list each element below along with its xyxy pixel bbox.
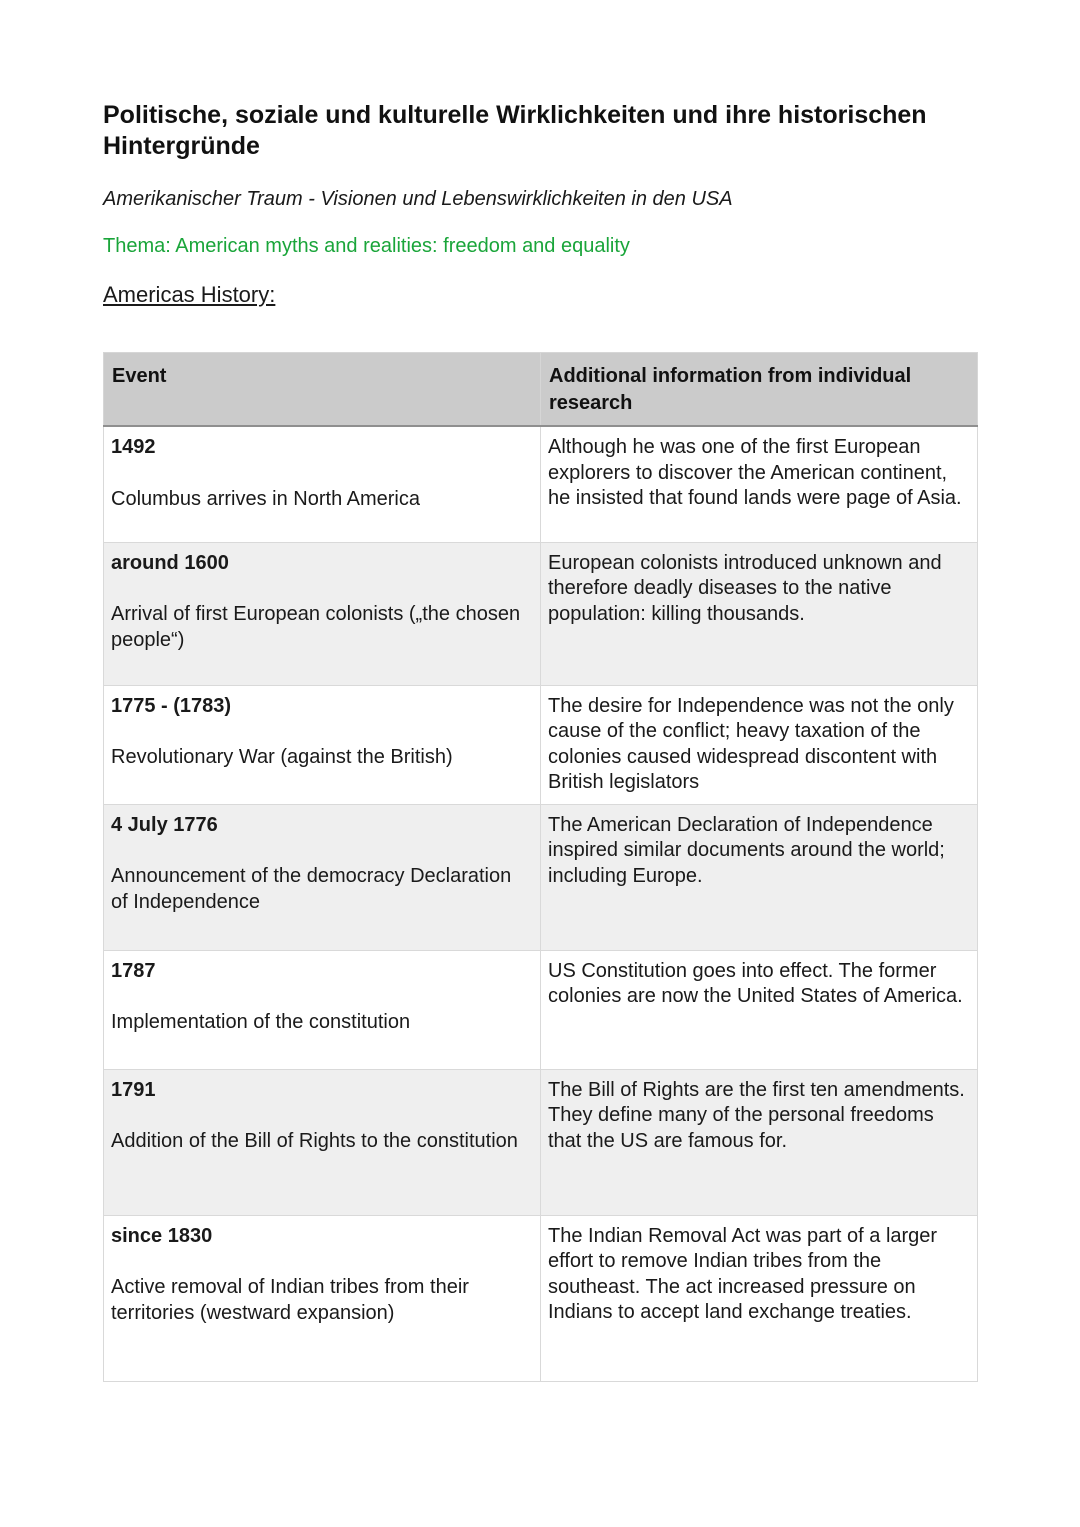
event-date: since 1830 bbox=[111, 1224, 213, 1247]
event-date: 1791 bbox=[111, 1078, 156, 1101]
document-header bbox=[103, 100, 977, 308]
info-cell: US Constitution goes into effect. The former colonies are now the United States of America. bbox=[541, 950, 978, 1069]
table-row bbox=[104, 1215, 978, 1381]
event-description: Addition of the Bill of Rights to the constitution bbox=[111, 1130, 518, 1152]
table-row bbox=[104, 542, 978, 685]
table-row bbox=[104, 1069, 978, 1215]
event-description: Arrival of first European colonists („the chosen people“) bbox=[111, 603, 521, 651]
event-cell bbox=[104, 426, 541, 542]
event-date: 1775 - (1783) bbox=[111, 694, 232, 717]
document-title: Politische, soziale und kulturelle Wirklichkeiten und ihre historischen Hintergründe bbox=[103, 101, 927, 160]
table-row bbox=[104, 426, 978, 542]
event-cell bbox=[104, 804, 541, 950]
event-description: Active removal of Indian tribes from their territories (westward expansion) bbox=[111, 1276, 469, 1324]
info-cell: The desire for Independence was not the only cause of the conflict; heavy taxation of the colonies caused widespread discontent with British legislators bbox=[541, 685, 978, 804]
event-cell bbox=[104, 950, 541, 1069]
column-header-info: Additional information from individual research bbox=[541, 353, 978, 427]
event-cell bbox=[104, 685, 541, 804]
event-date: 1787 bbox=[111, 959, 156, 982]
info-cell: The Indian Removal Act was part of a larger effort to remove Indian tribes from the southeast. The act increased pressure on Indians to accept land exchange treaties. bbox=[541, 1215, 978, 1381]
column-header-event: Event bbox=[104, 353, 541, 427]
info-cell: European colonists introduced unknown and therefore deadly diseases to the native population: killing thousands. bbox=[541, 542, 978, 685]
document-subtitle: Amerikanischer Traum - Visionen und Lebenswirklichkeiten in den USA bbox=[103, 188, 733, 210]
table-row bbox=[104, 950, 978, 1069]
info-cell: The Bill of Rights are the first ten amendments. They define many of the personal freedoms that the US are famous for. bbox=[541, 1069, 978, 1215]
table-header-row bbox=[104, 353, 978, 427]
theme-line: Thema: American myths and realities: freedom and equality bbox=[103, 235, 630, 257]
section-heading: Americas History: bbox=[103, 282, 276, 307]
event-description: Announcement of the democracy Declaration of Independence bbox=[111, 865, 512, 913]
event-description: Revolutionary War (against the British) bbox=[111, 746, 453, 768]
event-cell bbox=[104, 542, 541, 685]
event-date: 4 July 1776 bbox=[111, 813, 218, 836]
info-cell: Although he was one of the first European explorers to discover the American continent, he insisted that found lands were page of Asia. bbox=[541, 426, 978, 542]
history-table bbox=[103, 352, 978, 1382]
event-description: Columbus arrives in North America bbox=[111, 487, 420, 510]
event-description: Implementation of the constitution bbox=[111, 1011, 411, 1033]
info-cell: The American Declaration of Independence inspired similar documents around the world; including Europe. bbox=[541, 804, 978, 950]
event-cell bbox=[104, 1215, 541, 1381]
table-row bbox=[104, 685, 978, 804]
event-cell bbox=[104, 1069, 541, 1215]
event-date: 1492 bbox=[111, 436, 156, 458]
event-date: around 1600 bbox=[111, 551, 229, 574]
table-row bbox=[104, 804, 978, 950]
